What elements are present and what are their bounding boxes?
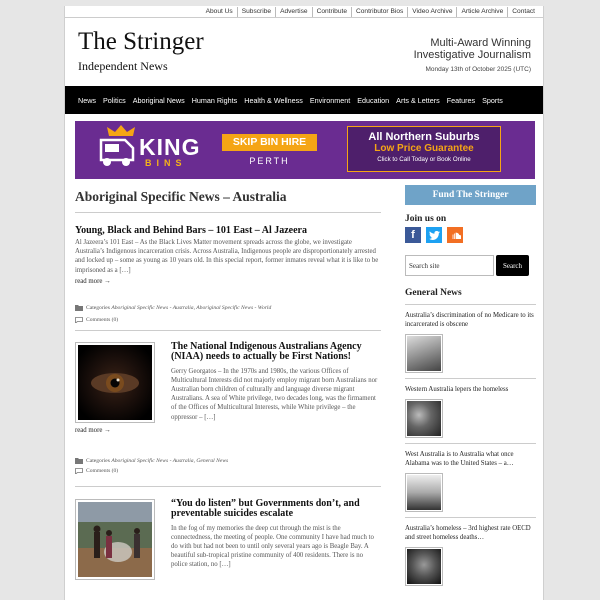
eye-image xyxy=(78,345,152,420)
general-news-item[interactable] xyxy=(405,305,536,379)
site-subtitle: Independent News xyxy=(78,59,168,73)
search-form xyxy=(405,255,536,276)
brand-king: KING xyxy=(139,134,201,160)
folder-icon xyxy=(75,458,83,464)
skip-bin-hire-label: SKIP BIN HIRE xyxy=(222,134,317,151)
promo-line-2: Low Price Guarantee xyxy=(374,143,474,154)
general-news-link[interactable]: Australia’s discrimination of no Medicare to its incarcerated is obscene xyxy=(405,312,534,328)
comments-link[interactable]: Comments (0) xyxy=(86,316,119,323)
article-comments xyxy=(75,317,381,323)
current-date: Monday 13th of October 2025 (UTC) xyxy=(425,66,531,73)
article-2 xyxy=(75,342,381,487)
comment-icon xyxy=(75,317,83,323)
categories-links[interactable]: Aboriginal Specific News - Australia, Aboriginal Specific News - World xyxy=(111,304,272,311)
general-news-thumbnail[interactable] xyxy=(405,473,443,512)
general-news-thumbnail[interactable] xyxy=(405,399,443,438)
toplink-contribute[interactable]: Contribute xyxy=(312,7,351,17)
advert-banner[interactable] xyxy=(75,121,535,179)
general-news-item[interactable] xyxy=(405,518,536,591)
site-title[interactable]: The Stringer xyxy=(78,28,204,55)
join-us-heading: Join us on xyxy=(405,214,447,224)
top-divider xyxy=(65,17,543,18)
general-news-link[interactable]: Australia’s homeless – 3rd highest rate OECD and street homeless deaths… xyxy=(405,525,531,541)
nav-aboriginal-news[interactable]: Aboriginal News xyxy=(132,95,185,105)
general-news-thumbnail[interactable] xyxy=(405,334,443,373)
categories-label: Categories xyxy=(86,304,110,311)
toplink-about[interactable]: About Us xyxy=(205,8,233,15)
promo-line-1: All Northern Suburbs xyxy=(368,131,480,143)
categories-links[interactable]: Aboriginal Specific News - Australia, General News xyxy=(111,457,229,464)
article-categories xyxy=(75,305,381,312)
comment-icon xyxy=(75,468,83,474)
main-nav xyxy=(65,86,543,114)
general-news-item[interactable] xyxy=(405,444,536,518)
article-excerpt: Al Jazeera’s 101 East – As the Black Lives Matter movement spreads across the globe, we investigate Australia’s Indigenous incarceration crisis. Across Australia, Indigenous people are disproportionately arrested and locked up – some as young as 10 years old. In this special report, former inmates reveal what it is like to be imprisoned as a […] xyxy=(75,239,379,274)
toplink-contributor-bios[interactable]: Contributor Bios xyxy=(351,7,407,17)
article-comments xyxy=(75,468,381,474)
general-news-item[interactable] xyxy=(405,379,536,444)
section-title: Aboriginal Specific News – Australia xyxy=(75,189,381,213)
article-divider xyxy=(75,486,381,487)
community-photo xyxy=(78,502,152,577)
search-input[interactable] xyxy=(405,255,494,276)
twitter-icon[interactable] xyxy=(426,227,442,243)
nav-environment[interactable]: Environment xyxy=(309,95,351,105)
article-thumbnail[interactable] xyxy=(75,342,155,423)
nav-education[interactable]: Education xyxy=(357,95,390,105)
categories-text xyxy=(86,305,271,312)
toplink-article-archive[interactable]: Article Archive xyxy=(456,7,507,17)
nav-human-rights[interactable]: Human Rights xyxy=(191,95,238,105)
read-more-link[interactable]: read more → xyxy=(75,426,111,434)
facebook-icon[interactable]: f xyxy=(405,227,421,243)
article-excerpt: In the fog of my memories the deep cut through the mist is the connectedness, the meeting of people. One community I have had much to do with but had not been to until only several years ago is Beagle Bay. A beautiful sub-tropical pristine community of 400 residents. There is no police station, no […] xyxy=(171,524,374,569)
city-label: PERTH xyxy=(249,156,290,166)
promo-line-3: Click to Call Today or Book Online xyxy=(377,156,471,163)
read-more-link[interactable]: read more → xyxy=(75,277,111,285)
article-excerpt: Gerry Georgatos – In the 1970s and 1980s, the various Offices of Multicultural Interests did not majorly employ migrant born Australians nor Australian born children of culturally and language diverse migrant Australians. A sea of White privilege, two decades long, was the firmament of the Offices of Multicultural Interests, while White privilege – the oppressor – […] xyxy=(171,367,378,421)
article-row xyxy=(75,499,381,580)
soundcloud-icon[interactable] xyxy=(447,227,463,243)
tagline-line-2: Investigative Journalism xyxy=(413,49,531,61)
toplink-advertise[interactable]: Advertise xyxy=(275,7,312,17)
folder-icon xyxy=(75,305,83,311)
article-divider xyxy=(75,330,381,331)
search-button[interactable]: Search xyxy=(496,255,529,276)
promo-box[interactable] xyxy=(347,126,501,172)
page-container xyxy=(64,6,544,600)
truck-icon xyxy=(95,136,137,168)
nav-news[interactable]: News xyxy=(78,95,96,105)
brand-bins: BINS xyxy=(145,158,187,168)
sidebar xyxy=(405,185,536,591)
nav-health-wellness[interactable]: Health & Wellness xyxy=(244,95,303,105)
general-news-thumbnail[interactable] xyxy=(405,547,443,586)
general-news-link[interactable]: Western Australia lepers the homeless xyxy=(405,386,509,393)
nav-arts-letters[interactable]: Arts & Letters xyxy=(396,95,440,105)
comments-link[interactable]: Comments (0) xyxy=(86,467,119,474)
top-links xyxy=(202,7,539,17)
site-tagline xyxy=(414,37,531,61)
nav-politics[interactable]: Politics xyxy=(102,95,126,105)
article-row xyxy=(75,342,381,423)
social-links xyxy=(405,227,536,243)
categories-text xyxy=(86,458,228,465)
fund-button[interactable]: Fund The Stringer xyxy=(405,185,536,205)
toplink-video-archive[interactable]: Video Archive xyxy=(407,7,456,17)
toplink-contact[interactable]: Contact xyxy=(507,7,539,17)
general-news-link[interactable]: West Australia is to Australia what once Alabama was to the United States – a… xyxy=(405,451,514,467)
main-content xyxy=(75,189,381,580)
toplink-subscribe[interactable]: Subscribe xyxy=(237,7,275,17)
nav-sports[interactable]: Sports xyxy=(482,95,503,105)
tagline-line-1: Multi-Award Winning xyxy=(430,37,531,49)
article-1 xyxy=(75,225,381,331)
article-3 xyxy=(75,499,381,580)
article-body xyxy=(171,342,381,423)
article-title[interactable]: The National Indigenous Australians Agency (NIAA) needs to actually be First Nations! xyxy=(171,340,362,363)
article-thumbnail[interactable] xyxy=(75,499,155,580)
article-title[interactable]: Young, Black and Behind Bars – 101 East – Al Jazeera xyxy=(75,225,307,236)
categories-label: Categories xyxy=(86,457,110,464)
general-news-heading: General News xyxy=(405,288,536,305)
nav-features[interactable]: Features xyxy=(446,95,476,105)
article-categories xyxy=(75,458,381,465)
article-title[interactable]: “You do listen” but Governments don’t, and preventable suicides escalate xyxy=(171,497,360,520)
article-body xyxy=(171,499,381,580)
